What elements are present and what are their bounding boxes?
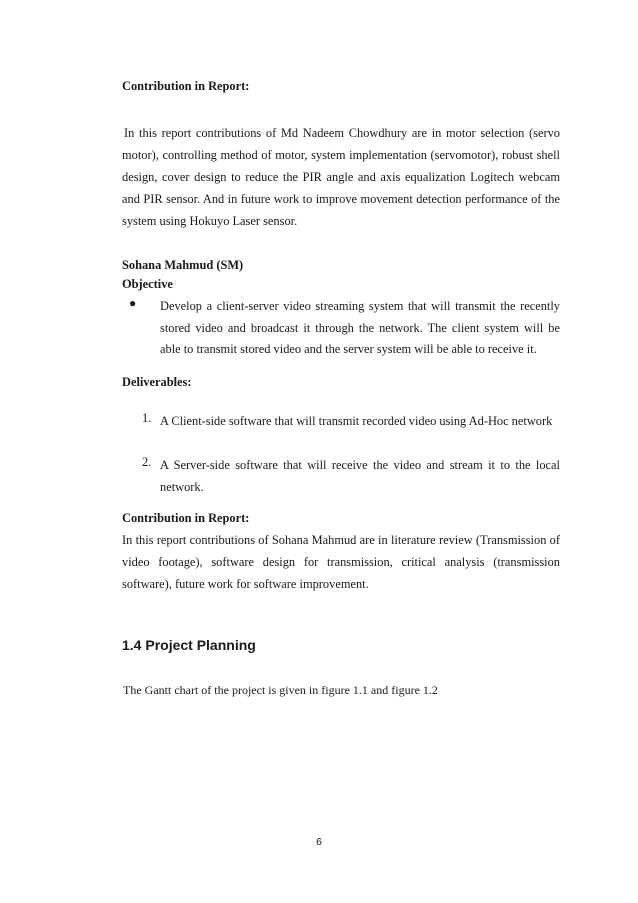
deliverables-label: Deliverables: [122,375,192,389]
bullet-icon: ● [129,296,137,310]
page-number: 6 [316,836,322,848]
planning-text: The Gantt chart of the project is given in figure 1.1 and figure 1.2 [123,683,438,697]
deliverable-number: 2. [142,455,152,469]
contribution-heading-2: Contribution in Report: [122,511,250,525]
contribution-paragraph-2: In this report contributions of Sohana Mahmud are in literature review (Transmission of video footage), software design for transmission, critical analysis (transmission software), future work for software improvement. [122,533,560,591]
objective-item: Develop a client-server video streaming system that will transmit the recently stored video and broadcast it through the network. The client system will be able to transmit stored video and the server system will be able to receive it. [160,299,560,356]
deliverable-item: A Client-side software that will transmit recorded video using Ad-Hoc network [160,414,553,428]
deliverable-item: A Server-side software that will receive the video and stream it to the local network. [160,458,560,494]
objective-label: Objective [122,277,173,291]
contribution-paragraph-1: In this report contributions of Md Nadeem Chowdhury are in motor selection (servo motor), controlling method of motor, system implementation (servomotor), robust shell design, cover design to reduce the PIR angle and axis equalization Logitech webcam and PIR sensor. And in future work to improve movement detection performance of the system using Hokuyo Laser sensor. [122,126,560,228]
contribution-heading-1: Contribution in Report: [122,79,250,93]
member-name: Sohana Mahmud (SM) [122,258,244,272]
deliverable-number: 1. [142,411,152,425]
section-heading: 1.4 Project Planning [122,637,256,653]
